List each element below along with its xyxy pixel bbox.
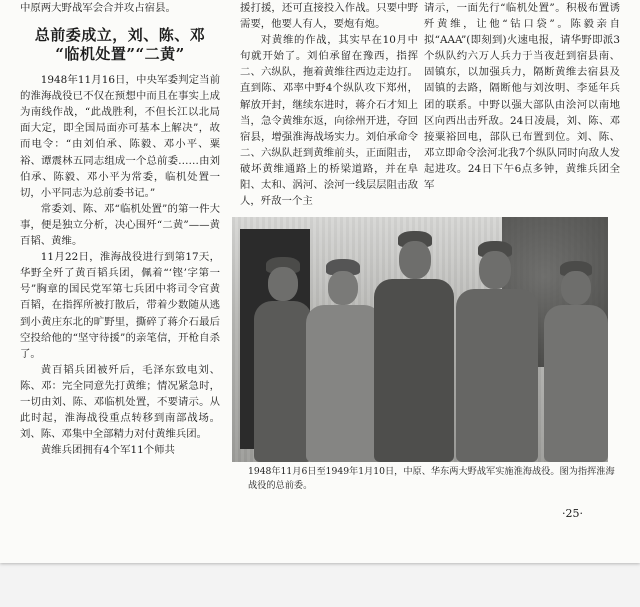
headline-line-2: “临机处置”“二黄” — [55, 45, 185, 64]
text-column-2 — [240, 0, 418, 209]
paragraph: 黄百韬兵团被歼后，毛泽东致电刘、陈、邓：完全同意先打黄维；情况紧急时，一切由刘、陈、邓临机处置，不要请示。从此时起，淮海战役重点转移到南部战场。刘、陈、邓集中全部精力对付黄维兵团。 — [20, 363, 220, 441]
paragraph: 11月22日，淮海战役进行到第17天，华野全歼了黄百韬兵团，佩着“‘铿’字第一号”胸章的国民党军第七兵团中将司令官黄百韬，在指挥所被打散后，带着少数随从逃到小黄庄东北的旷野里，撕碎了蒋介石最后空投给他的“坚守待援”的亲笔信，开枪自杀了。 — [20, 251, 220, 360]
paragraph: 援打援，还可直接投入作战。只要中野需要，他要人有人，要炮有炮。 — [240, 2, 418, 31]
text-column-3 — [424, 0, 620, 193]
paragraph: 对黄维的作战，其实早在10月中旬就开始了。刘伯承留在豫西，指挥二、六纵队，拖着黄维往西边走边打。直到陈、邓率中野4个纵队攻下郑州，解放开封，继续东进时，蒋介石才知上当，急令黄维东返，向徐州开进，夺回宿县，增强淮海战场实力。刘伯承命令二、六纵队赶到黄维前头，正面阻击，破坏黄维通路上的桥梁道路，并在阜阳、太和、涡河、浍河一线层层阻击敌人，歼敌一个主 — [240, 34, 418, 208]
paragraph: 黄维兵团拥有4个军11个师共 — [40, 444, 175, 457]
page-number: ·25· — [562, 507, 583, 520]
paragraph: 1948年11月16日，中央军委判定当前的淮海战役已不仅在预想中而且在事实上成为南线作战，“此战胜利，不但长江以北局面大定，即全国局面亦可基本上解决”，故而电令：“由刘伯承、陈毅、邓小平、粟裕、谭震林五同志组成一个总前委……由刘伯承、陈毅、邓小平为常委，临机处置一切，小平同志为总前委书记。” — [20, 74, 220, 199]
historical-photo — [232, 217, 608, 462]
paragraph: 常委刘、陈、邓“临机处置”的第一件大事，便是独立分析，决心围歼“二黄”——黄百韬、黄维。 — [20, 202, 220, 248]
photo-caption: 1948年11月6日至1949年1月10日，中原、华东两大野战军实施淮海战役。图为指挥淮海战役的总前委。 — [248, 466, 615, 491]
column1-top-line: 中原两大野战军会合并攻占宿县。 — [20, 2, 176, 14]
section-headline — [20, 26, 220, 64]
headline-line-1: 总前委成立，刘、陈、邓 — [34, 26, 206, 45]
text-column-1 — [20, 0, 220, 458]
paragraph: 请示，一面先行“临机处置”。积极布置诱歼黄维，让他“钻口袋”。陈毅亲自拟“AAA”(即刻到)火速电报，请华野即派3个纵队约六万人兵力于当夜赶到宿县南、固镇东，以加强兵力，隔断黄维去宿县及固镇的去路，隔断他与刘汝明、李延年兵团的联系。中野以强大部队由浍河以南地区向西出击歼敌。24日凌晨，刘、陈、邓接粟裕回电，部队已布置到位。刘、陈、邓立即命令浍河北我7个纵队同时向敌人发起进攻。24日下午6点多钟，黄维兵团全军 — [424, 2, 620, 192]
